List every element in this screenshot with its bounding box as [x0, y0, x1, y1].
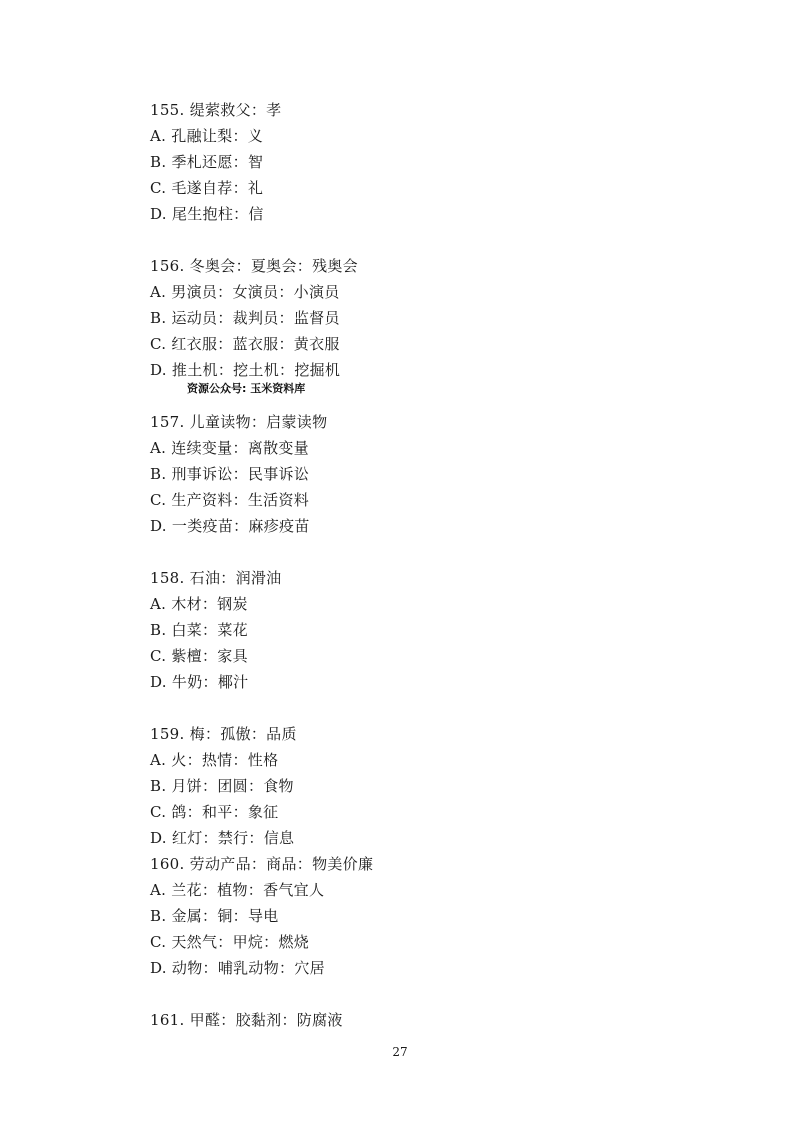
- question-160-option-a: A. 兰花：植物：香气宜人: [150, 881, 325, 899]
- question-157-option-c: C. 生产资料：生活资料: [150, 491, 310, 509]
- question-160-option-b: B. 金属：铜：导电: [150, 907, 279, 925]
- question-159-option-a: A. 火：热情：性格: [150, 751, 279, 769]
- question-156-option-c: C. 红衣服：蓝衣服：黄衣服: [150, 335, 340, 353]
- question-155-option-b: B. 季札还愿：智: [150, 153, 264, 171]
- question-156-stem: 156. 冬奥会：夏奥会：残奥会: [150, 257, 358, 275]
- question-156-option-a: A. 男演员：女演员：小演员: [150, 283, 340, 301]
- question-160-stem: 160. 劳动产品：商品：物美价廉: [150, 855, 374, 873]
- question-158-option-a: A. 木材：钢炭: [150, 595, 248, 613]
- question-158-option-d: D. 牛奶：椰汁: [150, 673, 249, 691]
- question-157-option-d: D. 一类疫苗：麻疹疫苗: [150, 517, 310, 535]
- question-156-option-b: B. 运动员：裁判员：监督员: [150, 309, 340, 327]
- question-159-option-b: B. 月饼：团圆：食物: [150, 777, 294, 795]
- question-160-option-c: C. 天然气：甲烷：燃烧: [150, 933, 310, 951]
- question-155-option-c: C. 毛遂自荐：礼: [150, 179, 264, 197]
- question-158-option-c: C. 紫檀：家具: [150, 647, 248, 665]
- question-161-stem: 161. 甲醛：胶黏剂：防腐液: [150, 1011, 343, 1029]
- question-158-stem: 158. 石油：润滑油: [150, 569, 282, 587]
- question-157-stem: 157. 儿童读物：启蒙读物: [150, 413, 328, 431]
- question-155-option-a: A. 孔融让梨：义: [150, 127, 264, 145]
- question-157-option-b: B. 刑事诉讼：民事诉讼: [150, 465, 310, 483]
- question-157-option-a: A. 连续变量：离散变量: [150, 439, 309, 457]
- question-155-option-d: D. 尾生抱柱：信: [150, 205, 264, 223]
- question-158-option-b: B. 白菜：菜花: [150, 621, 248, 639]
- question-155-stem: 155. 缇萦救父：孝: [150, 101, 282, 119]
- question-159-option-c: C. 鸽：和平：象征: [150, 803, 279, 821]
- question-159-stem: 159. 梅：孤傲：品质: [150, 725, 297, 743]
- watermark-text: 资源公众号: 玉米资料库: [187, 382, 306, 395]
- question-156-option-d: D. 推土机：挖土机：挖掘机: [150, 361, 341, 379]
- page-number: 27: [392, 1045, 408, 1059]
- question-160-option-d: D. 动物：哺乳动物：穴居: [150, 959, 325, 977]
- question-159-option-d: D. 红灯：禁行：信息: [150, 829, 295, 847]
